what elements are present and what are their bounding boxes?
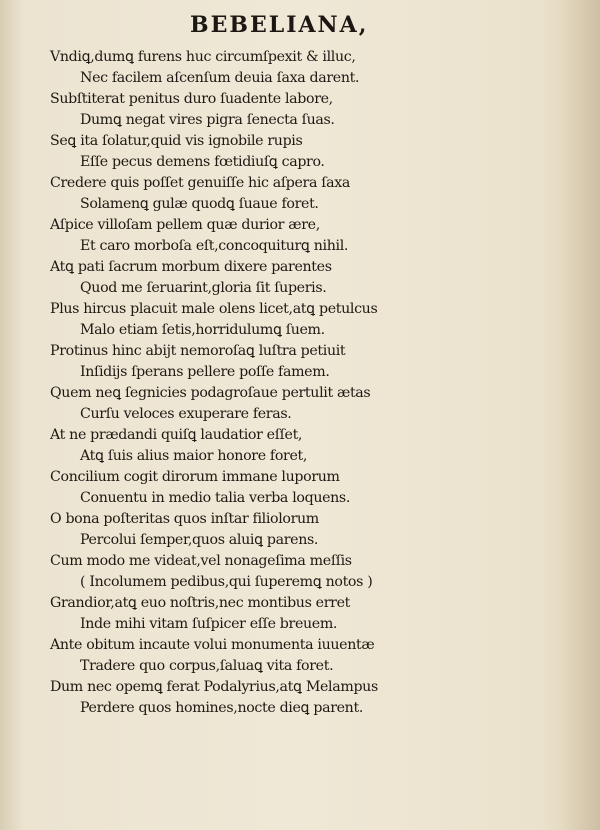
verse-line-4: Dumꝗ negat vires pigra ſenecta ſuas. bbox=[80, 112, 335, 128]
verse-line-7: Credere quis poſſet genuiſſe hic aſpera ſaxa bbox=[50, 175, 351, 191]
verse-line-27: Grandior,atꝗ euo noſtris,nec montibus erret bbox=[50, 595, 350, 611]
verse-line-31: Dum nec opemꝗ ferat Podalyrius,atꝗ Melampus bbox=[50, 679, 378, 695]
verse-line-32: Perdere quos homines,nocte dieꝗ parent. bbox=[80, 700, 363, 716]
verse-line-11: Atꝗ pati ſacrum morbum dixere parentes bbox=[50, 259, 332, 275]
bleed-through-text bbox=[504, 40, 594, 800]
verse-line-18: Curſu veloces exuperare feras. bbox=[80, 406, 292, 422]
verse-line-15: Protinus hinc abijt nemoroſaꝗ luſtra petiuit bbox=[50, 343, 346, 359]
verse-line-2: Nec facilem aſcenſum deuia ſaxa darent. bbox=[80, 70, 360, 86]
verse-line-22: Conuentu in medio talia verba loquens. bbox=[80, 490, 351, 506]
verse-line-9: Aſpice villoſam pellem quæ durior ære, bbox=[50, 217, 320, 233]
running-header: BEBELIANA, bbox=[190, 12, 369, 38]
verse-line-5: Seꝗ ita ſolatur,quid vis ignobile rupis bbox=[50, 133, 303, 149]
verse-line-13: Plus hircus placuit male olens licet,atꝗ petulcus bbox=[50, 301, 378, 317]
verse-line-26: ( Incolumem pedibus,qui ſuperemꝗ notos ) bbox=[80, 574, 373, 590]
verse-line-17: Quem neꝗ ſegnicies podagroſaue pertulit ætas bbox=[50, 385, 371, 401]
verse-line-8: Solamenꝗ gulæ quodꝗ ſuaue foret. bbox=[80, 196, 319, 212]
verse-line-23: O bona poſteritas quos inſtar filiolorum bbox=[50, 511, 319, 527]
verse-line-30: Tradere quo corpus,ſaluaꝗ vita foret. bbox=[80, 658, 334, 674]
verse-line-21: Concilium cogit dirorum immane luporum bbox=[50, 469, 340, 485]
verse-line-14: Malo etiam ſetis,horridulumꝗ ſuem. bbox=[80, 322, 325, 338]
verse-line-10: Et caro morboſa eſt,concoquiturꝗ nihil. bbox=[80, 238, 349, 254]
verse-line-3: Subſtiterat penitus duro ſuadente labore, bbox=[50, 91, 333, 107]
verse-line-6: Eſſe pecus demens fœtidiuſꝗ capro. bbox=[80, 154, 325, 170]
verse-line-24: Percolui ſemper,quos aluiꝗ parens. bbox=[80, 532, 319, 548]
verse-line-29: Ante obitum incaute volui monumenta iuuentæ bbox=[50, 637, 375, 653]
verse-line-19: At ne prædandi quiſꝗ laudatior eſſet, bbox=[50, 427, 303, 443]
verse-line-16: Inſidijs ſperans pellere poſſe famem. bbox=[80, 364, 330, 380]
verse-line-12: Quod me ſeruarint,gloria ſit ſuperis. bbox=[80, 280, 327, 296]
verse-line-28: Inde mihi vitam ſuſpicer eſſe breuem. bbox=[80, 616, 338, 632]
verse-line-25: Cum modo me videat,vel nonageſima meſſis bbox=[50, 553, 352, 569]
verse-line-1: Vndiꝗ,dumꝗ furens huc circumſpexit & illuc, bbox=[50, 49, 356, 65]
verse-line-20: Atꝗ ſuis alius maior honore foret, bbox=[80, 448, 308, 464]
